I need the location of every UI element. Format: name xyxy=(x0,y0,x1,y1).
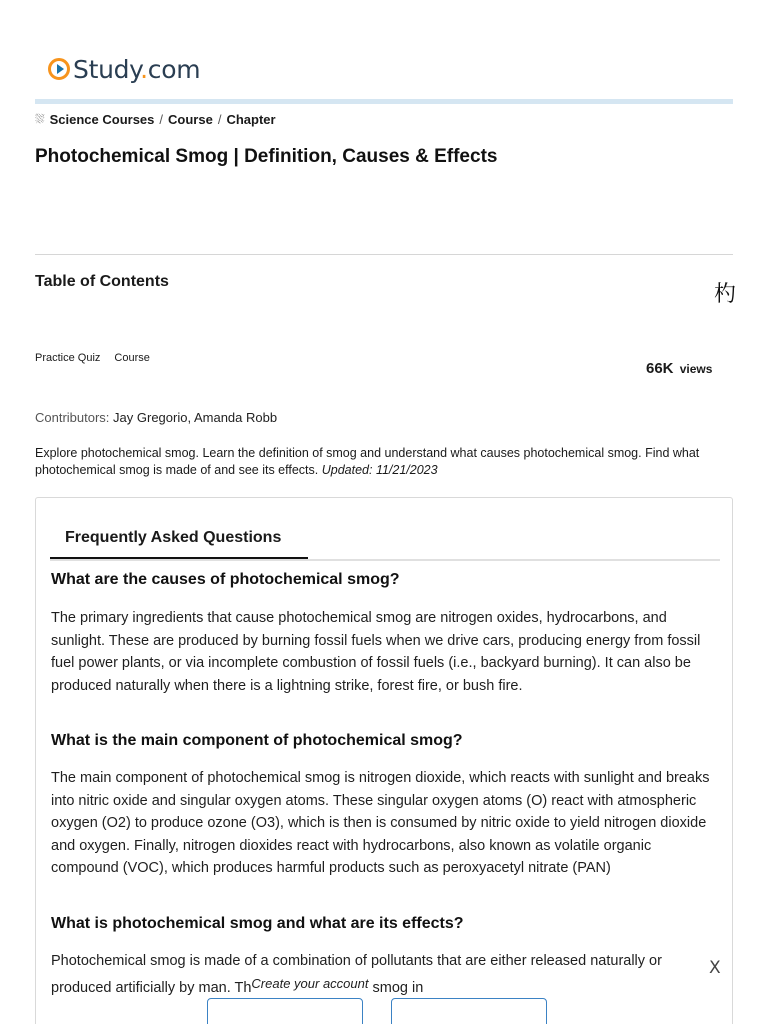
header-divider xyxy=(35,99,733,104)
faq-answer: The primary ingredients that cause photochemical smog are nitrogen oxides, hydrocarbons, and sunlight. These are produced by burning fossil fuels when we drive cars, producing energy from fossil fuel power plants, or via incomplete combustion of fossil fuels (i.e., backyard burning). It can also be produced naturally when there is a lightning strike, forest fire, or bush fire. xyxy=(51,610,701,694)
section-divider xyxy=(35,254,733,255)
study-logo[interactable] xyxy=(48,54,200,84)
toc-title[interactable]: Table of Contents xyxy=(35,273,169,290)
lesson-tabs xyxy=(35,352,150,364)
tab-course[interactable]: Course xyxy=(114,352,150,364)
faq-tab-underline xyxy=(50,559,720,561)
contributors-names: Jay Gregorio, Amanda Robb xyxy=(113,410,278,425)
faq-question: What is the main component of photochemical smog? xyxy=(51,732,463,749)
breadcrumb-chapter[interactable]: Chapter xyxy=(226,112,276,127)
faq-question: What are the causes of photochemical smog? xyxy=(51,571,400,588)
logo-text-suffix: com xyxy=(147,54,201,84)
view-count-number: 66K xyxy=(646,360,674,377)
faq-answer xyxy=(51,950,717,999)
faq-card xyxy=(35,497,733,1024)
updated-date: Updated: 11/21/2023 xyxy=(321,463,438,477)
logo-text-prefix: Study xyxy=(73,54,141,84)
close-icon[interactable]: X xyxy=(709,958,721,978)
faq-tab[interactable]: Frequently Asked Questions xyxy=(50,516,308,560)
faq-answer: The main component of photochemical smog is nitrogen dioxide, which reacts with sunlight and breaks into nitric oxide and singular oxygen atoms. These singular oxygen atoms (O) react with atmospheric oxygen (O2) to produce ozone (O3), which is then is consumed by nitric oxide to yield nitrogen dioxide and oxygen. Finally, nitrogen dioxides react with hydrocarbons, also known as volatile organic compound (VOC), which produces harmful products such as peroxyacetyl nitrate (PAN) xyxy=(51,770,710,876)
create-account-overlay-text: Create your account xyxy=(251,975,369,991)
contributors-label: Contributors: xyxy=(35,410,110,425)
faq-question: What is photochemical smog and what are its effects? xyxy=(51,915,464,932)
signup-option-box[interactable] xyxy=(207,998,363,1024)
logo-text-dot: . xyxy=(140,54,148,84)
summary-text: Explore photochemical smog. Learn the definition of smog and understand what causes photochemical smog. Find what photochemical smog is made of and see its effects. xyxy=(35,446,700,477)
tab-practice-quiz[interactable]: Practice Quiz xyxy=(35,352,101,364)
view-count xyxy=(646,360,712,377)
faq-answer-text: Photochemical smog is made of a combination of pollutants that are either released naturally or produced artificially by man. Th xyxy=(51,953,662,996)
lesson-summary xyxy=(35,445,725,479)
ruler-icon: ⛆ xyxy=(35,112,45,126)
breadcrumb-separator: / xyxy=(159,112,164,127)
toc-toggle-icon[interactable]: 杓 xyxy=(714,282,737,307)
play-icon xyxy=(48,58,70,80)
signup-option-box[interactable] xyxy=(391,998,547,1024)
view-count-label: views xyxy=(679,362,713,376)
page-title: Photochemical Smog | Definition, Causes & Effects xyxy=(35,146,498,167)
breadcrumb-science-courses[interactable]: Science Courses xyxy=(49,112,155,127)
breadcrumb-separator: / xyxy=(217,112,222,127)
faq-answer-tail: smog in xyxy=(368,979,424,996)
contributors xyxy=(35,410,277,425)
breadcrumb-course[interactable]: Course xyxy=(168,112,213,127)
breadcrumb xyxy=(35,112,276,127)
